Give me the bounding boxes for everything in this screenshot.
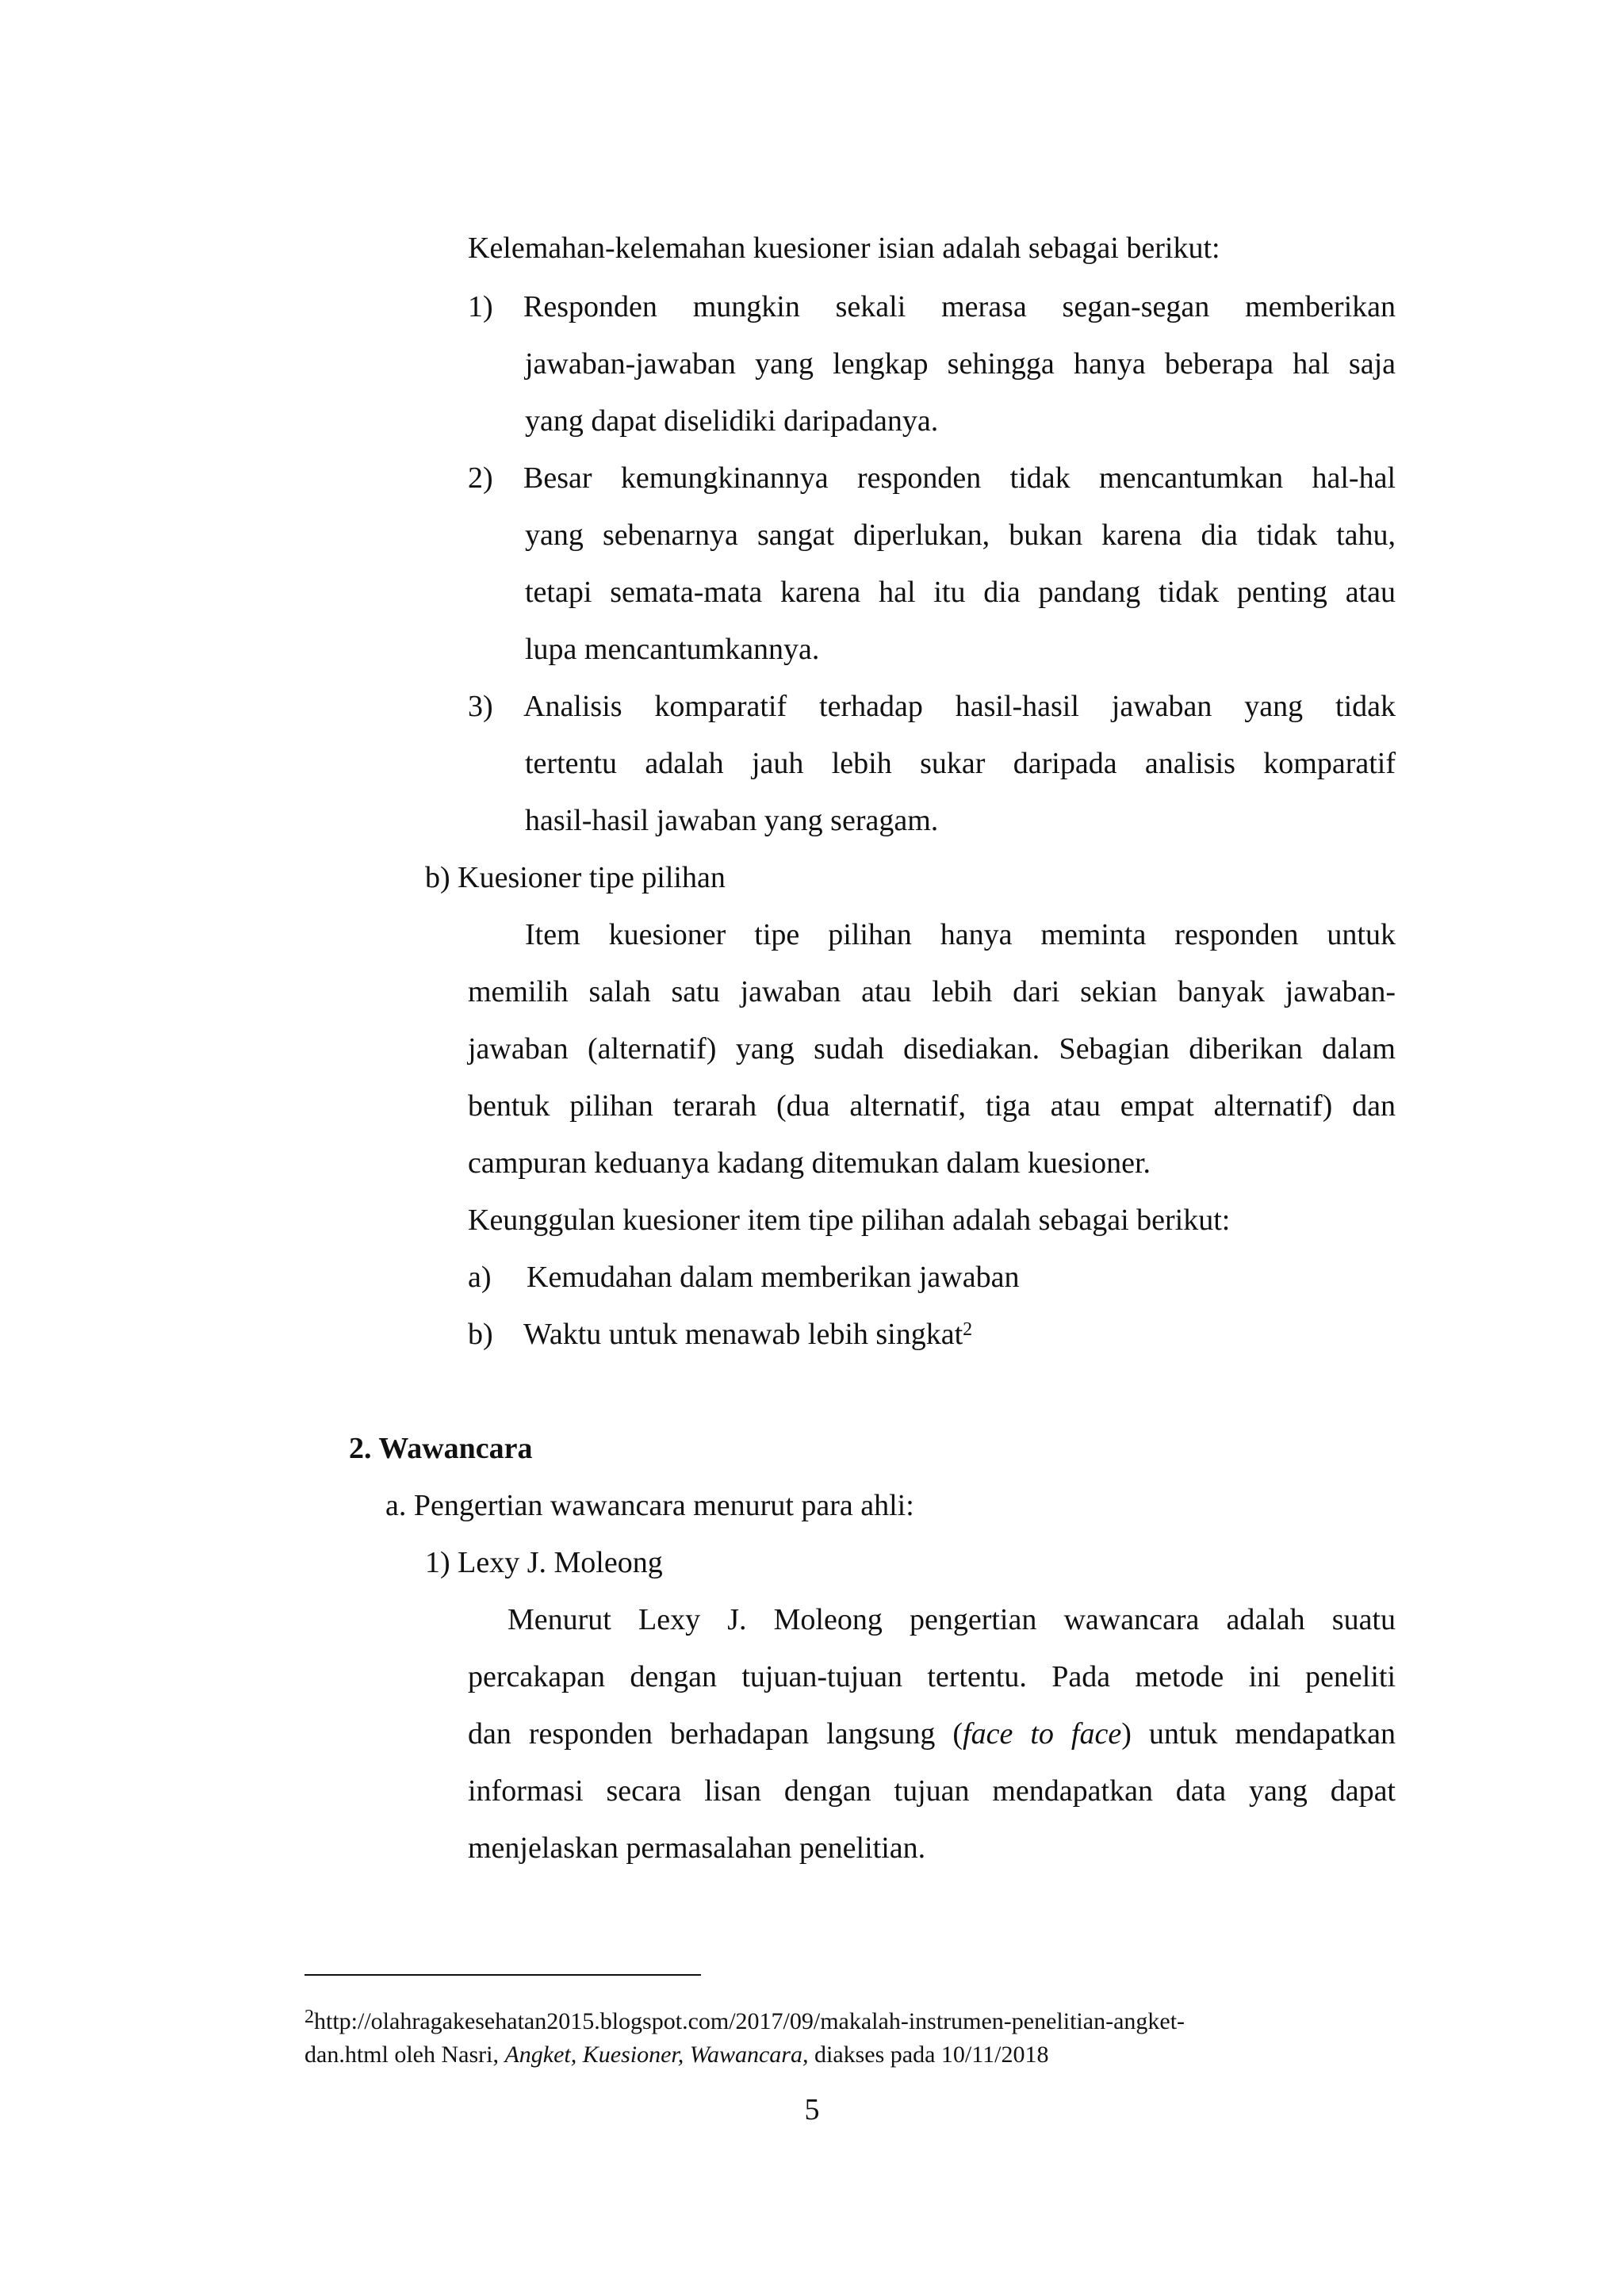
item-number: a) <box>468 1261 492 1294</box>
kelemahan-item-2-line-1: 2) Besar kemungkinannya responden tidak mencantumkan hal-hal <box>468 461 1396 495</box>
keunggulan-intro: Keunggulan kuesioner item tipe pilihan adalah sebagai berikut: <box>468 1203 1231 1237</box>
footnote-number: 2 <box>304 2007 314 2027</box>
kelemahan-item-3-line-3: hasil-hasil jawaban yang seragam. <box>525 804 939 837</box>
pilihan-para-line-1: Item kuesioner tipe pilihan hanya meminta responden untuk <box>525 918 1396 951</box>
kelemahan-item-2-line-3: tetapi semata-mata karena hal itu dia pandang tidak penting atau <box>525 576 1396 609</box>
italic-term: face to face <box>963 1717 1122 1751</box>
keunggulan-item-a: a) Kemudahan dalam memberikan jawaban <box>468 1261 1020 1294</box>
footnote-ref[interactable]: 2 <box>963 1319 973 1340</box>
item-number: 3) <box>468 690 493 723</box>
item-number: 1) <box>468 290 493 323</box>
keunggulan-item-b: b) Waktu untuk menawab lebih singkat$^2$ <box>468 1318 973 1351</box>
kelemahan-intro: Kelemahan-kelemahan kuesioner isian adalah sebagai berikut: <box>468 232 1220 265</box>
kelemahan-item-2-line-4: lupa mencantumkannya. <box>525 633 820 666</box>
pilihan-para-line-2: memilih salah satu jawaban atau lebih dari sekian banyak jawaban- <box>468 975 1396 1008</box>
kelemahan-item-3-line-1: 3) Analisis komparatif terhadap hasil-hasil jawaban yang tidak <box>468 690 1396 723</box>
wawancara-para-line-3: dan responden berhadapan langsung (face to face) untuk mendapatkan <box>468 1717 1396 1751</box>
footnote-line-1 <box>304 2006 1185 2038</box>
pilihan-para-line-3: jawaban (alternatif) yang sudah disediakan. Sebagian diberikan dalam <box>468 1032 1396 1066</box>
kelemahan-item-1-line-1: 1) Responden mungkin sekali merasa segan-segan memberikan <box>468 290 1396 323</box>
page-number: 5 <box>804 2093 820 2126</box>
kelemahan-item-3-line-2: tertentu adalah jauh lebih sukar daripada analisis komparatif <box>525 747 1396 780</box>
wawancara-heading: 2. Wawancara <box>349 1432 533 1465</box>
kelemahan-item-2-line-2: yang sebenarnya sangat diperlukan, bukan karena dia tidak tahu, <box>525 519 1396 552</box>
wawancara-sub-1: 1) Lexy J. Moleong <box>425 1546 663 1579</box>
pilihan-para-line-4: bentuk pilihan terarah (dua alternatif, tiga atau empat alternatif) dan <box>468 1089 1396 1123</box>
wawancara-para-line-4: informasi secara lisan dengan tujuan mendapatkan data yang dapat <box>468 1774 1396 1808</box>
wawancara-sub-a: a. Pengertian wawancara menurut para ahli: <box>385 1489 914 1522</box>
kelemahan-item-1-line-2: jawaban-jawaban yang lengkap sehingga hanya beberapa hal saja <box>525 347 1396 381</box>
item-number: b) <box>468 1318 493 1351</box>
footnote-line-2: dan.html oleh Nasri, Angket, Kuesioner, Wawancara, diakses pada 10/11/2018 <box>304 2042 1049 2068</box>
wawancara-para-line-1: Menurut Lexy J. Moleong pengertian wawancara adalah suatu <box>508 1603 1396 1636</box>
kelemahan-item-1-line-3: yang dapat diselidiki daripadanya. <box>525 404 939 438</box>
item-number: 2) <box>468 461 493 495</box>
pilihan-para-line-5: campuran keduanya kadang ditemukan dalam kuesioner. <box>468 1146 1151 1180</box>
wawancara-para-line-2: percakapan dengan tujuan-tujuan tertentu. Pada metode ini peneliti <box>468 1660 1396 1693</box>
wawancara-para-line-5: menjelaskan permasalahan penelitian. <box>468 1831 926 1865</box>
pilihan-heading: b) Kuesioner tipe pilihan <box>425 861 726 894</box>
footnote-url[interactable]: http://olahragakesehatan2015.blogspot.com/2017/09/makalah-instrumen-penelitian-angket- <box>314 2008 1185 2034</box>
footnote-separator <box>304 1974 701 1976</box>
